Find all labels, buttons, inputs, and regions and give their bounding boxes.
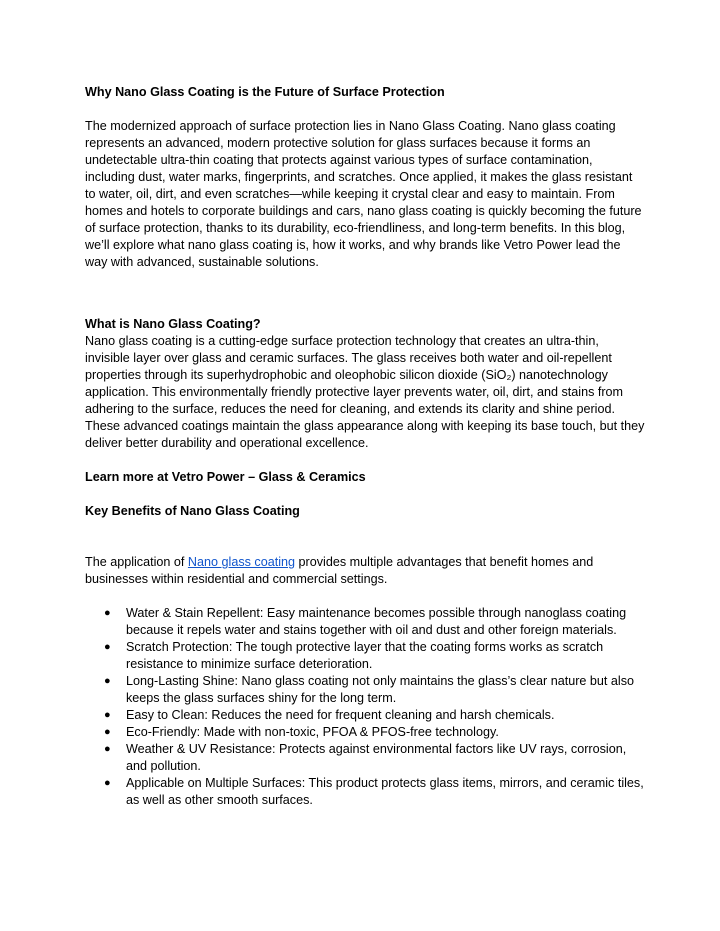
list-item bbox=[85, 639, 645, 673]
list-item-text: Eco-Friendly: Made with non-toxic, PFOA & PFOS-free technology. bbox=[126, 725, 499, 739]
application-paragraph bbox=[85, 554, 645, 588]
what-is-paragraph: Nano glass coating is a cutting-edge surface protection technology that creates an ultra-thin, invisible layer over glass and ceramic surfaces. The glass receives both water and oil-repellent properties through its superhydrophobic and oleophobic silicon dioxide (SiO₂) nanotechnology application. This environmentally friendly protective layer prevents water, oil, dirt, and stains from adhering to the surface, reduces the need for cleaning, and extends its clarity and shine period. These advanced coatings maintain the glass appearance along with keeping its base touch, but they deliver better durability and operational excellence. bbox=[85, 334, 645, 450]
list-item-text: Weather & UV Resistance: Protects against environmental factors like UV rays, corrosion, and pollution. bbox=[126, 742, 627, 773]
list-item-text: Water & Stain Repellent: Easy maintenance becomes possible through nanoglass coating because it repels water and stains together with oil and dust and other foreign materials. bbox=[126, 606, 627, 637]
list-item bbox=[85, 707, 645, 724]
list-item-text: Easy to Clean: Reduces the need for frequent cleaning and harsh chemicals. bbox=[126, 708, 555, 722]
list-item bbox=[85, 741, 645, 775]
list-item-text: Long-Lasting Shine: Nano glass coating not only maintains the glass’s clear nature but also keeps the glass surfaces shiny for the long term. bbox=[126, 674, 635, 705]
bullet-icon: ● bbox=[104, 777, 111, 789]
bullet-icon: ● bbox=[104, 709, 111, 721]
section-heading-benefits: Key Benefits of Nano Glass Coating bbox=[85, 504, 300, 518]
benefits-list bbox=[85, 605, 645, 809]
section-heading-what-is: What is Nano Glass Coating? bbox=[85, 317, 261, 331]
nano-glass-coating-link[interactable]: Nano glass coating bbox=[187, 555, 296, 569]
list-item bbox=[85, 605, 645, 639]
bullet-icon: ● bbox=[104, 743, 111, 755]
application-suffix: provides multiple advantages that benefit homes and businesses within residential and commercial settings. bbox=[85, 555, 594, 586]
bullet-icon: ● bbox=[104, 607, 111, 619]
intro-paragraph: The modernized approach of surface protection lies in Nano Glass Coating. Nano glass coating represents an advanced, modern protective solution for glass surfaces because it forms an undetectable ultra-thin coating that protects against various types of surface contamination, including dust, water marks, fingerprints, and scratches. Once applied, it makes the glass resistant to water, oil, dirt, and even scratches—while keeping it crystal clear and easy to maintain. From homes and hotels to corporate buildings and cars, nano glass coating is quickly becoming the future of surface protection, thanks to its durability, eco-friendliness, and long-term benefits. In this blog, we’ll explore what nano glass coating is, how it works, and why brands like Vetro Power lead the way with advanced, sustainable solutions. bbox=[85, 119, 642, 269]
list-item bbox=[85, 775, 645, 809]
list-item bbox=[85, 673, 645, 707]
bullet-icon: ● bbox=[104, 726, 111, 738]
learn-more-heading: Learn more at Vetro Power – Glass & Ceramics bbox=[85, 470, 366, 484]
list-item-text: Applicable on Multiple Surfaces: This product protects glass items, mirrors, and ceramic tiles, as well as other smooth surfaces. bbox=[126, 776, 644, 807]
application-prefix: The application of bbox=[85, 555, 188, 569]
page-title: Why Nano Glass Coating is the Future of Surface Protection bbox=[85, 85, 445, 99]
list-item bbox=[85, 724, 645, 741]
bullet-icon: ● bbox=[104, 675, 111, 687]
list-item-text: Scratch Protection: The tough protective layer that the coating forms works as scratch resistance to minimize surface deterioration. bbox=[126, 640, 604, 671]
document-page bbox=[85, 84, 645, 809]
bullet-icon: ● bbox=[104, 641, 111, 653]
